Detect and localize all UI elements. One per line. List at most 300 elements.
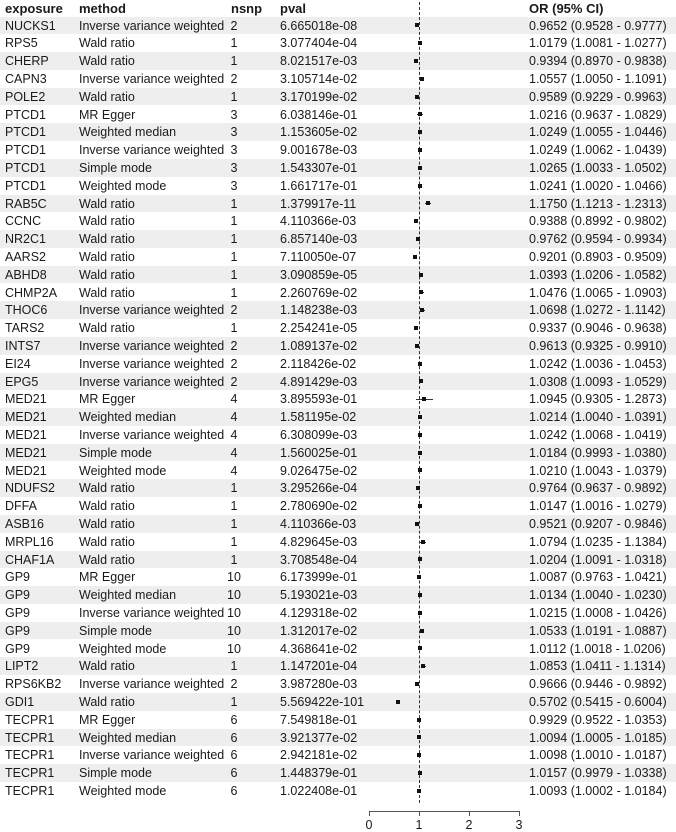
- point-estimate: [414, 326, 418, 330]
- nsnp-cell: 1: [230, 36, 238, 51]
- exposure-cell: GP9: [5, 641, 31, 656]
- nsnp-cell: 1: [230, 249, 238, 264]
- pval-cell: 2.118426e-02: [280, 356, 357, 371]
- table-row: [0, 301, 676, 319]
- pval-cell: 2.254241e-05: [280, 321, 358, 336]
- table-row: [0, 640, 676, 658]
- point-estimate: [418, 593, 422, 597]
- method-cell: Weighted mode: [79, 178, 167, 193]
- method-cell: Wald ratio: [79, 694, 135, 709]
- pval-cell: 1.379917e-11: [280, 196, 357, 211]
- nsnp-cell: 1: [230, 267, 238, 282]
- point-estimate: [418, 451, 422, 455]
- nsnp-cell: 2: [230, 356, 238, 371]
- nsnp-cell: 1: [230, 54, 238, 69]
- point-estimate: [421, 540, 425, 544]
- table-row: [0, 782, 676, 800]
- or-ci-cell: 1.0087 (0.9763 - 1.0421): [529, 570, 667, 585]
- exposure-cell: TECPR1: [5, 783, 55, 798]
- table-row: [0, 390, 676, 408]
- method-cell: Inverse variance weighted: [79, 677, 225, 692]
- or-ci-cell: 1.0204 (1.0091 - 1.0318): [529, 552, 667, 567]
- or-ci-cell: 1.0184 (0.9993 - 1.0380): [529, 445, 667, 460]
- header-pval: pval: [280, 1, 307, 16]
- pval-cell: 3.708548e-04: [280, 552, 358, 567]
- or-ci-cell: 1.0393 (1.0206 - 1.0582): [529, 267, 667, 282]
- exposure-cell: GP9: [5, 570, 31, 585]
- table-row: [0, 586, 676, 604]
- or-ci-cell: 1.0308 (1.0093 - 1.0529): [529, 374, 667, 389]
- or-ci-cell: 1.0476 (1.0065 - 1.0903): [529, 285, 667, 300]
- x-tick: [369, 811, 370, 816]
- table-row: [0, 373, 676, 391]
- method-cell: Simple mode: [79, 766, 152, 781]
- nsnp-cell: 10: [227, 605, 241, 620]
- method-cell: Weighted median: [79, 588, 177, 603]
- method-cell: Wald ratio: [79, 36, 135, 51]
- or-ci-cell: 0.9337 (0.9046 - 0.9638): [529, 321, 667, 336]
- pval-cell: 6.038146e-01: [280, 107, 358, 122]
- exposure-cell: CHERP: [5, 54, 49, 69]
- point-estimate: [418, 557, 422, 561]
- pval-cell: 1.089137e-02: [280, 338, 358, 353]
- point-estimate: [416, 486, 420, 490]
- pval-cell: 4.129318e-02: [280, 605, 358, 620]
- or-ci-cell: 0.9666 (0.9446 - 0.9892): [529, 677, 667, 692]
- x-tick: [519, 811, 520, 816]
- table-row: [0, 248, 676, 266]
- exposure-cell: MED21: [5, 445, 47, 460]
- exposure-cell: CCNC: [5, 214, 42, 229]
- header-method: method: [79, 1, 126, 16]
- or-ci-cell: 1.0265 (1.0033 - 1.0502): [529, 160, 667, 175]
- x-tick-label: 0: [365, 818, 373, 832]
- exposure-cell: TECPR1: [5, 748, 55, 763]
- table-row: [0, 195, 676, 213]
- nsnp-cell: 6: [230, 730, 238, 745]
- exposure-cell: TECPR1: [5, 712, 55, 727]
- or-ci-cell: 1.0157 (0.9979 - 1.0338): [529, 766, 667, 781]
- point-estimate: [415, 682, 419, 686]
- table-row: [0, 355, 676, 373]
- table-row: [0, 657, 676, 675]
- point-estimate: [418, 112, 422, 116]
- method-cell: Wald ratio: [79, 499, 135, 514]
- method-cell: Weighted mode: [79, 463, 167, 478]
- exposure-cell: AARS2: [5, 249, 46, 264]
- pval-cell: 3.987280e-03: [280, 677, 358, 692]
- nsnp-cell: 1: [230, 552, 238, 567]
- pval-cell: 1.448379e-01: [280, 766, 358, 781]
- pval-cell: 1.022408e-01: [280, 783, 358, 798]
- table-row: [0, 675, 676, 693]
- or-ci-cell: 0.9521 (0.9207 - 0.9846): [529, 516, 667, 531]
- nsnp-cell: 6: [230, 783, 238, 798]
- pval-cell: 3.295266e-04: [280, 481, 358, 496]
- exposure-cell: GP9: [5, 605, 31, 620]
- pval-cell: 3.895593e-01: [280, 392, 358, 407]
- table-row: [0, 693, 676, 711]
- method-cell: Inverse variance weighted: [79, 374, 225, 389]
- nsnp-cell: 2: [230, 374, 238, 389]
- nsnp-cell: 4: [230, 445, 238, 460]
- or-ci-cell: 0.9201 (0.8903 - 0.9509): [529, 249, 667, 264]
- pval-cell: 4.891429e-03: [280, 374, 358, 389]
- nsnp-cell: 1: [230, 196, 238, 211]
- or-ci-cell: 1.1750 (1.1213 - 1.2313): [529, 196, 667, 211]
- x-axis: [369, 811, 519, 812]
- table-row: [0, 729, 676, 747]
- point-estimate: [417, 735, 421, 739]
- method-cell: Wald ratio: [79, 214, 135, 229]
- table-row: [0, 17, 676, 35]
- nsnp-cell: 2: [230, 303, 238, 318]
- nsnp-cell: 4: [230, 392, 238, 407]
- point-estimate: [418, 184, 422, 188]
- point-estimate: [417, 575, 421, 579]
- pval-cell: 6.308099e-03: [280, 427, 358, 442]
- or-ci-cell: 1.0698 (1.0272 - 1.1142): [529, 303, 666, 318]
- nsnp-cell: 10: [227, 641, 241, 656]
- point-estimate: [418, 611, 422, 615]
- method-cell: Inverse variance weighted: [79, 356, 225, 371]
- method-cell: MR Egger: [79, 392, 136, 407]
- method-cell: Wald ratio: [79, 267, 135, 282]
- method-cell: Simple mode: [79, 160, 152, 175]
- or-ci-cell: 0.9764 (0.9637 - 0.9892): [529, 481, 667, 496]
- point-estimate: [418, 362, 422, 366]
- or-ci-cell: 0.9613 (0.9325 - 0.9910): [529, 338, 667, 353]
- method-cell: Inverse variance weighted: [79, 748, 225, 763]
- table-row: [0, 212, 676, 230]
- x-tick: [469, 811, 470, 816]
- exposure-cell: EPG5: [5, 374, 39, 389]
- nsnp-cell: 6: [230, 712, 238, 727]
- method-cell: Wald ratio: [79, 659, 135, 674]
- header-nsnp: nsnp: [231, 1, 263, 16]
- exposure-cell: DFFA: [5, 499, 37, 514]
- point-estimate: [415, 522, 419, 526]
- pval-cell: 7.549818e-01: [280, 712, 358, 727]
- method-cell: Simple mode: [79, 623, 152, 638]
- pval-cell: 3.921377e-02: [280, 730, 358, 745]
- table-row: [0, 319, 676, 337]
- nsnp-cell: 3: [230, 178, 238, 193]
- table-row: [0, 533, 676, 551]
- table-row: [0, 408, 676, 426]
- exposure-cell: THOC6: [5, 303, 48, 318]
- exposure-cell: TECPR1: [5, 730, 55, 745]
- exposure-cell: POLE2: [5, 89, 46, 104]
- exposure-cell: LIPT2: [5, 659, 39, 674]
- or-ci-cell: 1.0112 (1.0018 - 1.0206): [529, 641, 666, 656]
- or-ci-cell: 1.0215 (1.0008 - 1.0426): [529, 605, 667, 620]
- method-cell: Inverse variance weighted: [79, 338, 225, 353]
- method-cell: Wald ratio: [79, 196, 135, 211]
- table-row: [0, 88, 676, 106]
- x-tick-label: 2: [465, 818, 473, 832]
- header-exposure: exposure: [5, 1, 63, 16]
- point-estimate: [415, 344, 419, 348]
- pval-cell: 3.077404e-04: [280, 36, 358, 51]
- nsnp-cell: 1: [230, 694, 238, 709]
- pval-cell: 8.021517e-03: [280, 54, 358, 69]
- or-ci-cell: 0.5702 (0.5415 - 0.6004): [529, 694, 667, 709]
- method-cell: Weighted median: [79, 125, 177, 140]
- x-tick: [419, 811, 420, 816]
- method-cell: Inverse variance weighted: [79, 427, 225, 442]
- exposure-cell: MED21: [5, 427, 47, 442]
- point-estimate: [418, 148, 422, 152]
- exposure-cell: EI24: [5, 356, 31, 371]
- method-cell: Wald ratio: [79, 89, 135, 104]
- nsnp-cell: 1: [230, 285, 238, 300]
- or-ci-cell: 1.0241 (1.0020 - 1.0466): [529, 178, 667, 193]
- method-cell: Inverse variance weighted: [79, 605, 225, 620]
- method-cell: Wald ratio: [79, 232, 135, 247]
- nsnp-cell: 1: [230, 232, 238, 247]
- nsnp-cell: 2: [230, 677, 238, 692]
- nsnp-cell: 1: [230, 516, 238, 531]
- nsnp-cell: 3: [230, 160, 238, 175]
- point-estimate: [422, 397, 426, 401]
- pval-cell: 1.147201e-04: [280, 659, 358, 674]
- exposure-cell: TECPR1: [5, 766, 55, 781]
- nsnp-cell: 10: [227, 570, 241, 585]
- table-row: [0, 34, 676, 52]
- exposure-cell: CHMP2A: [5, 285, 58, 300]
- point-estimate: [421, 664, 425, 668]
- nsnp-cell: 10: [227, 588, 241, 603]
- table-row: [0, 159, 676, 177]
- point-estimate: [418, 41, 422, 45]
- exposure-cell: CAPN3: [5, 71, 47, 86]
- point-estimate: [418, 468, 422, 472]
- table-row: [0, 284, 676, 302]
- point-estimate: [417, 789, 421, 793]
- point-estimate: [414, 59, 418, 63]
- exposure-cell: MED21: [5, 392, 47, 407]
- exposure-cell: GDI1: [5, 694, 35, 709]
- nsnp-cell: 1: [230, 481, 238, 496]
- table-row: [0, 622, 676, 640]
- method-cell: Wald ratio: [79, 534, 135, 549]
- point-estimate: [415, 23, 419, 27]
- exposure-cell: RAB5C: [5, 196, 47, 211]
- pval-cell: 9.001678e-03: [280, 143, 358, 158]
- point-estimate: [420, 308, 424, 312]
- table-row: [0, 746, 676, 764]
- pval-cell: 5.193021e-03: [280, 588, 358, 603]
- nsnp-cell: 4: [230, 427, 238, 442]
- method-cell: Weighted mode: [79, 641, 167, 656]
- table-row: [0, 230, 676, 248]
- x-tick-label: 1: [415, 818, 423, 832]
- or-ci-cell: 1.0093 (1.0002 - 1.0184): [529, 783, 667, 798]
- nsnp-cell: 10: [227, 623, 241, 638]
- or-ci-cell: 1.0242 (1.0036 - 1.0453): [529, 356, 667, 371]
- nsnp-cell: 3: [230, 125, 238, 140]
- table-row: [0, 444, 676, 462]
- or-ci-cell: 1.0179 (1.0081 - 1.0277): [529, 36, 667, 51]
- method-cell: Wald ratio: [79, 285, 135, 300]
- method-cell: Inverse variance weighted: [79, 303, 225, 318]
- exposure-cell: ASB16: [5, 516, 44, 531]
- table-row: [0, 106, 676, 124]
- or-ci-cell: 0.9762 (0.9594 - 0.9934): [529, 232, 667, 247]
- point-estimate: [414, 219, 418, 223]
- table-row: [0, 70, 676, 88]
- table-row: [0, 337, 676, 355]
- exposure-cell: MRPL16: [5, 534, 54, 549]
- header-or-ci: OR (95% CI): [529, 1, 604, 16]
- nsnp-cell: 3: [230, 143, 238, 158]
- nsnp-cell: 4: [230, 410, 238, 425]
- exposure-cell: NUCKS1: [5, 18, 56, 33]
- or-ci-cell: 1.0210 (1.0043 - 1.0379): [529, 463, 667, 478]
- or-ci-cell: 1.0216 (0.9637 - 1.0829): [529, 107, 667, 122]
- point-estimate: [418, 433, 422, 437]
- pval-cell: 4.829645e-03: [280, 534, 358, 549]
- pval-cell: 1.543307e-01: [280, 160, 358, 175]
- table-row: [0, 568, 676, 586]
- nsnp-cell: 4: [230, 463, 238, 478]
- exposure-cell: TARS2: [5, 321, 45, 336]
- nsnp-cell: 2: [230, 71, 238, 86]
- table-row: [0, 462, 676, 480]
- point-estimate: [420, 629, 424, 633]
- point-estimate: [419, 290, 423, 294]
- nsnp-cell: 2: [230, 338, 238, 353]
- exposure-cell: MED21: [5, 463, 47, 478]
- point-estimate: [396, 700, 400, 704]
- exposure-cell: NDUFS2: [5, 481, 56, 496]
- table-row: [0, 604, 676, 622]
- method-cell: Weighted median: [79, 410, 177, 425]
- pval-cell: 9.026475e-02: [280, 463, 358, 478]
- point-estimate: [418, 504, 422, 508]
- method-cell: MR Egger: [79, 570, 136, 585]
- exposure-cell: NR2C1: [5, 232, 46, 247]
- nsnp-cell: 2: [230, 18, 238, 33]
- or-ci-cell: 1.0249 (1.0055 - 1.0446): [529, 125, 667, 140]
- exposure-cell: PTCD1: [5, 125, 46, 140]
- or-ci-cell: 1.0098 (1.0010 - 1.0187): [529, 748, 667, 763]
- pval-cell: 3.105714e-02: [280, 71, 358, 86]
- method-cell: Simple mode: [79, 445, 152, 460]
- pval-cell: 6.857140e-03: [280, 232, 358, 247]
- table-row: [0, 711, 676, 729]
- point-estimate: [426, 201, 430, 205]
- or-ci-cell: 1.0557 (1.0050 - 1.1091): [529, 71, 667, 86]
- exposure-cell: GP9: [5, 623, 31, 638]
- pval-cell: 1.153605e-02: [280, 125, 358, 140]
- exposure-cell: INTS7: [5, 338, 41, 353]
- method-cell: MR Egger: [79, 712, 136, 727]
- exposure-cell: PTCD1: [5, 107, 46, 122]
- point-estimate: [420, 77, 424, 81]
- table-row: [0, 479, 676, 497]
- method-cell: MR Egger: [79, 107, 136, 122]
- table-row: [0, 52, 676, 70]
- or-ci-cell: 1.0147 (1.0016 - 1.0279): [529, 499, 667, 514]
- pval-cell: 7.110050e-07: [280, 249, 357, 264]
- or-ci-cell: 1.0533 (1.0191 - 1.0887): [529, 623, 667, 638]
- or-ci-cell: 1.0945 (0.9305 - 1.2873): [529, 392, 667, 407]
- nsnp-cell: 1: [230, 321, 238, 336]
- pval-cell: 1.148238e-03: [280, 303, 358, 318]
- x-tick-label: 3: [515, 818, 523, 832]
- exposure-cell: PTCD1: [5, 160, 46, 175]
- method-cell: Wald ratio: [79, 321, 135, 336]
- table-row: [0, 764, 676, 782]
- method-cell: Wald ratio: [79, 516, 135, 531]
- point-estimate: [418, 646, 422, 650]
- table-row: [0, 266, 676, 284]
- or-ci-cell: 1.0134 (1.0040 - 1.0230): [529, 588, 667, 603]
- pval-cell: 3.170199e-02: [280, 89, 358, 104]
- pval-cell: 5.569422e-101: [280, 694, 365, 709]
- method-cell: Wald ratio: [79, 481, 135, 496]
- table-row: [0, 177, 676, 195]
- table-row: [0, 141, 676, 159]
- exposure-cell: GP9: [5, 588, 31, 603]
- point-estimate: [413, 255, 417, 259]
- pval-cell: 1.581195e-02: [280, 410, 357, 425]
- point-estimate: [417, 753, 421, 757]
- point-estimate: [418, 166, 422, 170]
- pval-cell: 4.368641e-02: [280, 641, 358, 656]
- pval-cell: 6.665018e-08: [280, 18, 358, 33]
- table-row: [0, 515, 676, 533]
- pval-cell: 1.560025e-01: [280, 445, 358, 460]
- nsnp-cell: 1: [230, 499, 238, 514]
- method-cell: Weighted median: [79, 730, 177, 745]
- exposure-cell: MED21: [5, 410, 47, 425]
- or-ci-cell: 1.0214 (1.0040 - 1.0391): [529, 410, 667, 425]
- or-ci-cell: 0.9589 (0.9229 - 0.9963): [529, 89, 667, 104]
- nsnp-cell: 1: [230, 214, 238, 229]
- pval-cell: 2.260769e-02: [280, 285, 358, 300]
- nsnp-cell: 1: [230, 534, 238, 549]
- or-ci-cell: 0.9929 (0.9522 - 1.0353): [529, 712, 667, 727]
- exposure-cell: PTCD1: [5, 143, 46, 158]
- method-cell: Wald ratio: [79, 552, 135, 567]
- exposure-cell: ABHD8: [5, 267, 47, 282]
- or-ci-cell: 1.0794 (1.0235 - 1.1384): [529, 534, 667, 549]
- table-row: [0, 123, 676, 141]
- or-ci-cell: 1.0094 (1.0005 - 1.0185): [529, 730, 667, 745]
- exposure-cell: RPS6KB2: [5, 677, 62, 692]
- pval-cell: 6.173999e-01: [280, 570, 358, 585]
- point-estimate: [418, 130, 422, 134]
- nsnp-cell: 6: [230, 748, 238, 763]
- method-cell: Inverse variance weighted: [79, 143, 225, 158]
- method-cell: Inverse variance weighted: [79, 18, 225, 33]
- nsnp-cell: 3: [230, 107, 238, 122]
- point-estimate: [419, 273, 423, 277]
- table-row: [0, 497, 676, 515]
- pval-cell: 2.942181e-02: [280, 748, 358, 763]
- nsnp-cell: 1: [230, 89, 238, 104]
- nsnp-cell: 6: [230, 766, 238, 781]
- or-ci-cell: 1.0853 (1.0411 - 1.1314): [529, 659, 666, 674]
- point-estimate: [415, 95, 419, 99]
- pval-cell: 1.661717e-01: [280, 178, 358, 193]
- method-cell: Weighted mode: [79, 783, 167, 798]
- method-cell: Wald ratio: [79, 54, 135, 69]
- table-row: [0, 551, 676, 569]
